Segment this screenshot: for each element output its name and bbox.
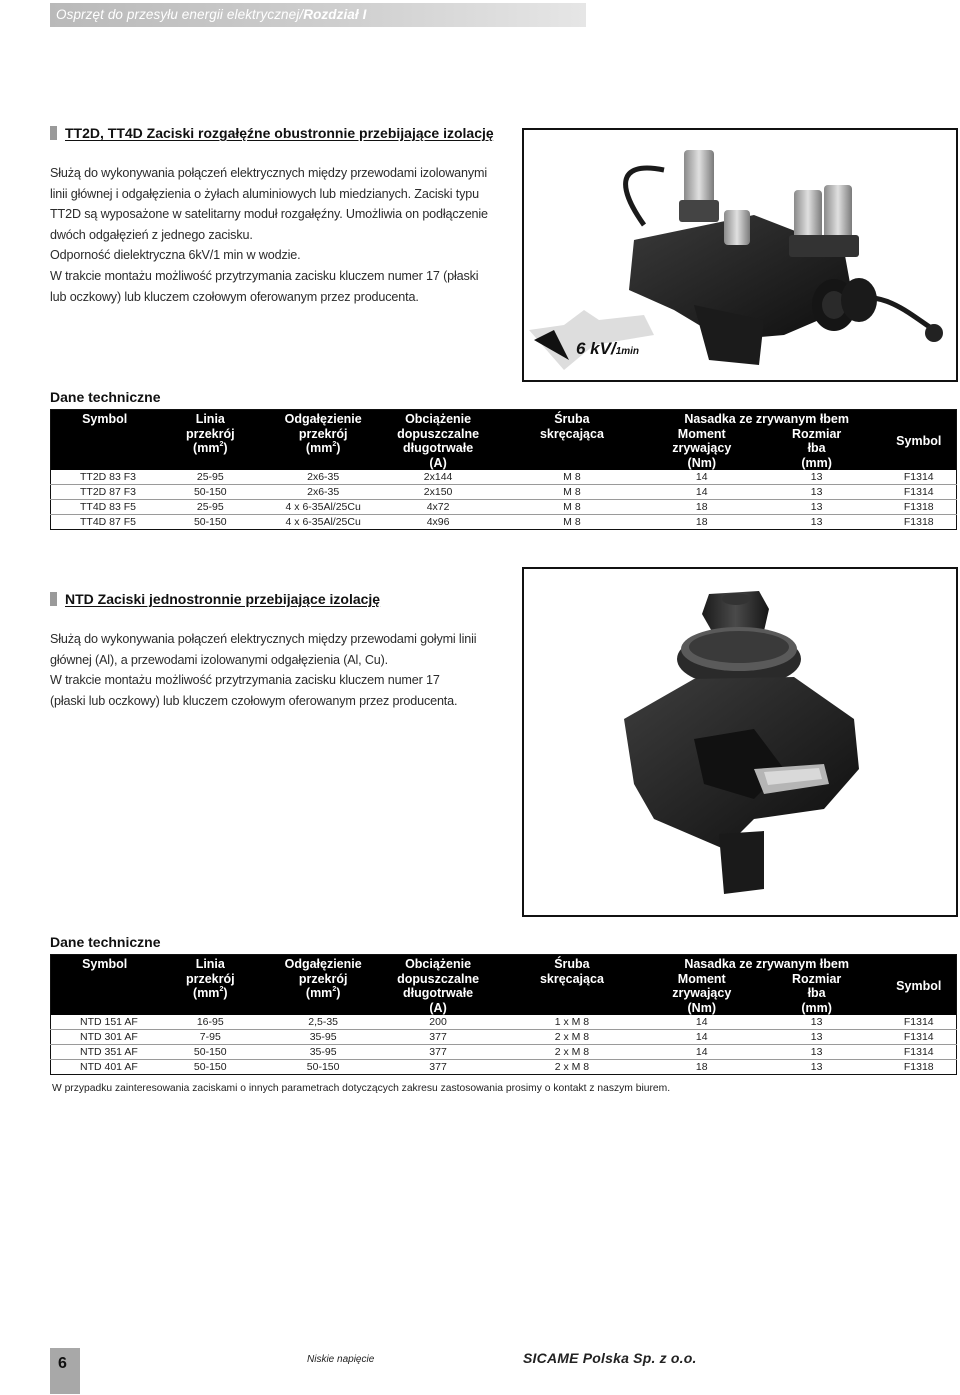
table-cell: 2x144: [384, 470, 492, 485]
table-cell: 4 x 6-35Al/25Cu: [262, 500, 384, 515]
table-cell: M 8: [492, 485, 652, 500]
table-cell: 13: [752, 1030, 882, 1045]
table-cell: 14: [652, 470, 752, 485]
table-cell: 4x72: [384, 500, 492, 515]
header-symbol-2: Symbol: [882, 410, 957, 471]
product-photo-tt2d-tt4d: [522, 128, 958, 382]
table-cell: 50-150: [193, 1061, 227, 1073]
table-cell: NTD 351 AF: [51, 1045, 159, 1060]
table-cell: TT2D 87 F3: [51, 485, 159, 500]
header-odgalezienie: Odgałęzienie przekrój $(mm^2)$: [262, 955, 384, 1016]
table-cell: 35-95: [262, 1030, 384, 1045]
table-cell: 2x6-35: [262, 470, 384, 485]
table-row: [51, 1030, 957, 1045]
table-cell: 18: [695, 516, 708, 528]
table-cell: 2 x M 8: [492, 1045, 652, 1060]
header-bar: [50, 3, 586, 27]
header-symbol: Symbol: [51, 955, 159, 1016]
table-cell: M 8: [563, 516, 581, 528]
table-cell: F1314: [882, 485, 957, 500]
header-sruba: Śruba skręcająca: [492, 410, 652, 471]
table-cell: TT4D 83 F5: [51, 500, 159, 515]
table-cell: 13: [752, 485, 882, 500]
footer-company: SICAME Polska Sp. z o.o.: [523, 1350, 697, 1366]
spec-table-ntd: [50, 954, 957, 1075]
table-cell: F1314: [882, 470, 957, 485]
table-cell: 13: [810, 1061, 823, 1073]
table-row: [51, 1015, 957, 1030]
table-cell: 2 x M 8: [554, 1061, 590, 1073]
table-row: [51, 515, 957, 530]
table-cell: 7-95: [158, 1030, 262, 1045]
table-cell: 2 x M 8: [492, 1030, 652, 1045]
table-cell: F1318: [903, 1061, 934, 1073]
page-number: 6: [58, 1355, 67, 1372]
table-row: [51, 470, 957, 485]
table-cell: 2x150: [384, 485, 492, 500]
table-cell: NTD 401 AF: [80, 1061, 138, 1073]
table-row: [51, 485, 957, 500]
footnote: W przypadku zainteresowania zaciskami o innych parametrach dotyczących zakresu zastosowania prosimy o kontakt z naszym biurem.: [52, 1083, 671, 1094]
table-cell: 18: [695, 1061, 708, 1073]
table-cell: 1 x M 8: [492, 1015, 652, 1030]
header-title: Osprzęt do przesyłu energii elektrycznej/Rozdział I: [56, 7, 367, 22]
header-linia: Linia przekrój $(mm^2)$: [158, 955, 262, 1016]
table-cell: 2,5-35: [262, 1015, 384, 1030]
table-cell: 377: [384, 1030, 492, 1045]
table-row: [51, 500, 957, 515]
header-nasadka: Nasadka ze zrywanym łbem: [652, 955, 882, 972]
table-cell: M 8: [492, 470, 652, 485]
page-number-box: [50, 1348, 80, 1394]
table-cell: 2x6-35: [262, 485, 384, 500]
section1-dane-label: Dane techniczne: [50, 389, 161, 405]
product-photo-ntd: [522, 567, 958, 917]
header-sruba: Śruba skręcająca: [492, 955, 652, 1016]
header-moment: Moment zrywający (Nm): [652, 972, 752, 1016]
table-cell: 13: [752, 1015, 882, 1030]
table-cell: 14: [652, 1015, 752, 1030]
table-cell: 377: [429, 1061, 447, 1073]
table-cell: F1314: [882, 1030, 957, 1045]
table-cell: 13: [752, 1045, 882, 1060]
table-cell: 13: [752, 500, 882, 515]
table-cell: TT4D 87 F5: [80, 516, 137, 528]
table-cell: 18: [652, 500, 752, 515]
table-cell: 50-150: [306, 1061, 340, 1073]
table-cell: M 8: [492, 500, 652, 515]
header-symbol-2: Symbol: [882, 955, 957, 1016]
header-obciazenie: Obciążenie dopuszczalne długotrwałe (A): [384, 955, 492, 1016]
table-cell: NTD 151 AF: [51, 1015, 159, 1030]
table-cell: 50-150: [158, 1045, 262, 1060]
header-rozmiar: Rozmiar łba (mm): [752, 972, 882, 1016]
header-moment: Moment zrywający (Nm): [652, 427, 752, 471]
table-cell: 25-95: [158, 500, 262, 515]
table-cell: F1318: [882, 500, 957, 515]
section2-description: Służą do wykonywania połączeń elektrycznych między przewodami gołymi linii głównej (Al), a przewodami izolowanymi odgałęzienia (Al, Cu). W trakcie montażu możliwość przytrzymania zacisku kluczem numer 17 (płaski lub oczkowy) lub kluczem czołowym oferowanym przez producenta.: [50, 632, 477, 708]
voltage-badge: 6 kV/1min: [576, 339, 640, 358]
section1-title: TT2D, TT4D Zaciski rozgałęźne obustronnie przebijające izolację: [50, 125, 494, 141]
table-cell: 50-150: [193, 516, 227, 528]
ntd-connector-illustration: [524, 569, 956, 915]
table-cell: F1314: [882, 1045, 957, 1060]
header-obciazenie: Obciążenie dopuszczalne długotrwałe (A): [384, 410, 492, 471]
footer-section-label: Niskie napięcie: [307, 1354, 375, 1365]
table-cell: 4x96: [426, 516, 450, 528]
table-cell: 377: [384, 1045, 492, 1060]
header-symbol: Symbol: [51, 410, 159, 471]
header-rozmiar: Rozmiar łba (mm): [752, 427, 882, 471]
table-header-row: [51, 410, 957, 427]
header-odgalezienie: Odgałęzienie przekrój $(mm^2)$: [262, 410, 384, 471]
table-cell: F1318: [903, 516, 934, 528]
table-cell: 200: [384, 1015, 492, 1030]
section-marker: [50, 126, 57, 140]
table-cell: 13: [752, 470, 882, 485]
table-cell: 14: [652, 485, 752, 500]
table-cell: 4 x 6-35Al/25Cu: [285, 516, 361, 528]
header-linia: Linia przekrój $(mm^2)$: [158, 410, 262, 471]
table-cell: 14: [652, 1045, 752, 1060]
table-cell: 13: [810, 516, 823, 528]
table-cell: 25-95: [158, 470, 262, 485]
table-cell: TT2D 83 F3: [51, 470, 159, 485]
table-cell: 16-95: [158, 1015, 262, 1030]
table-cell: 50-150: [158, 485, 262, 500]
section2-title: NTD Zaciski jednostronnie przebijające izolację: [50, 591, 380, 607]
header-nasadka: Nasadka ze zrywanym łbem: [652, 410, 882, 427]
table-cell: 35-95: [262, 1045, 384, 1060]
section-marker: [50, 592, 57, 606]
table-cell: F1314: [882, 1015, 957, 1030]
spec-table-tt: [50, 409, 957, 530]
table-row: [51, 1060, 957, 1075]
section2-dane-label: Dane techniczne: [50, 934, 161, 950]
table-cell: 14: [652, 1030, 752, 1045]
table-cell: NTD 301 AF: [51, 1030, 159, 1045]
table-row: [51, 1045, 957, 1060]
section1-description: Służą do wykonywania połączeń elektrycznych między przewodami izolowanymi linii głównej i odgałęzienia o żyłach aluminiowych lub miedzianych. Zaciski typu TT2D są wyposażone w satelitarny moduł rozgałęźny. Umożliwia on podłączenie dwóch odgałęzień z jednego zacisku. Odporność dielektryczna 6kV/1 min w wodzie. W trakcie montażu możliwość przytrzymania zacisku kluczem numer 17 (płaski lub oczkowy) lub kluczem czołowym oferowanym przez producenta.: [50, 166, 488, 304]
table-header-row: [51, 955, 957, 972]
